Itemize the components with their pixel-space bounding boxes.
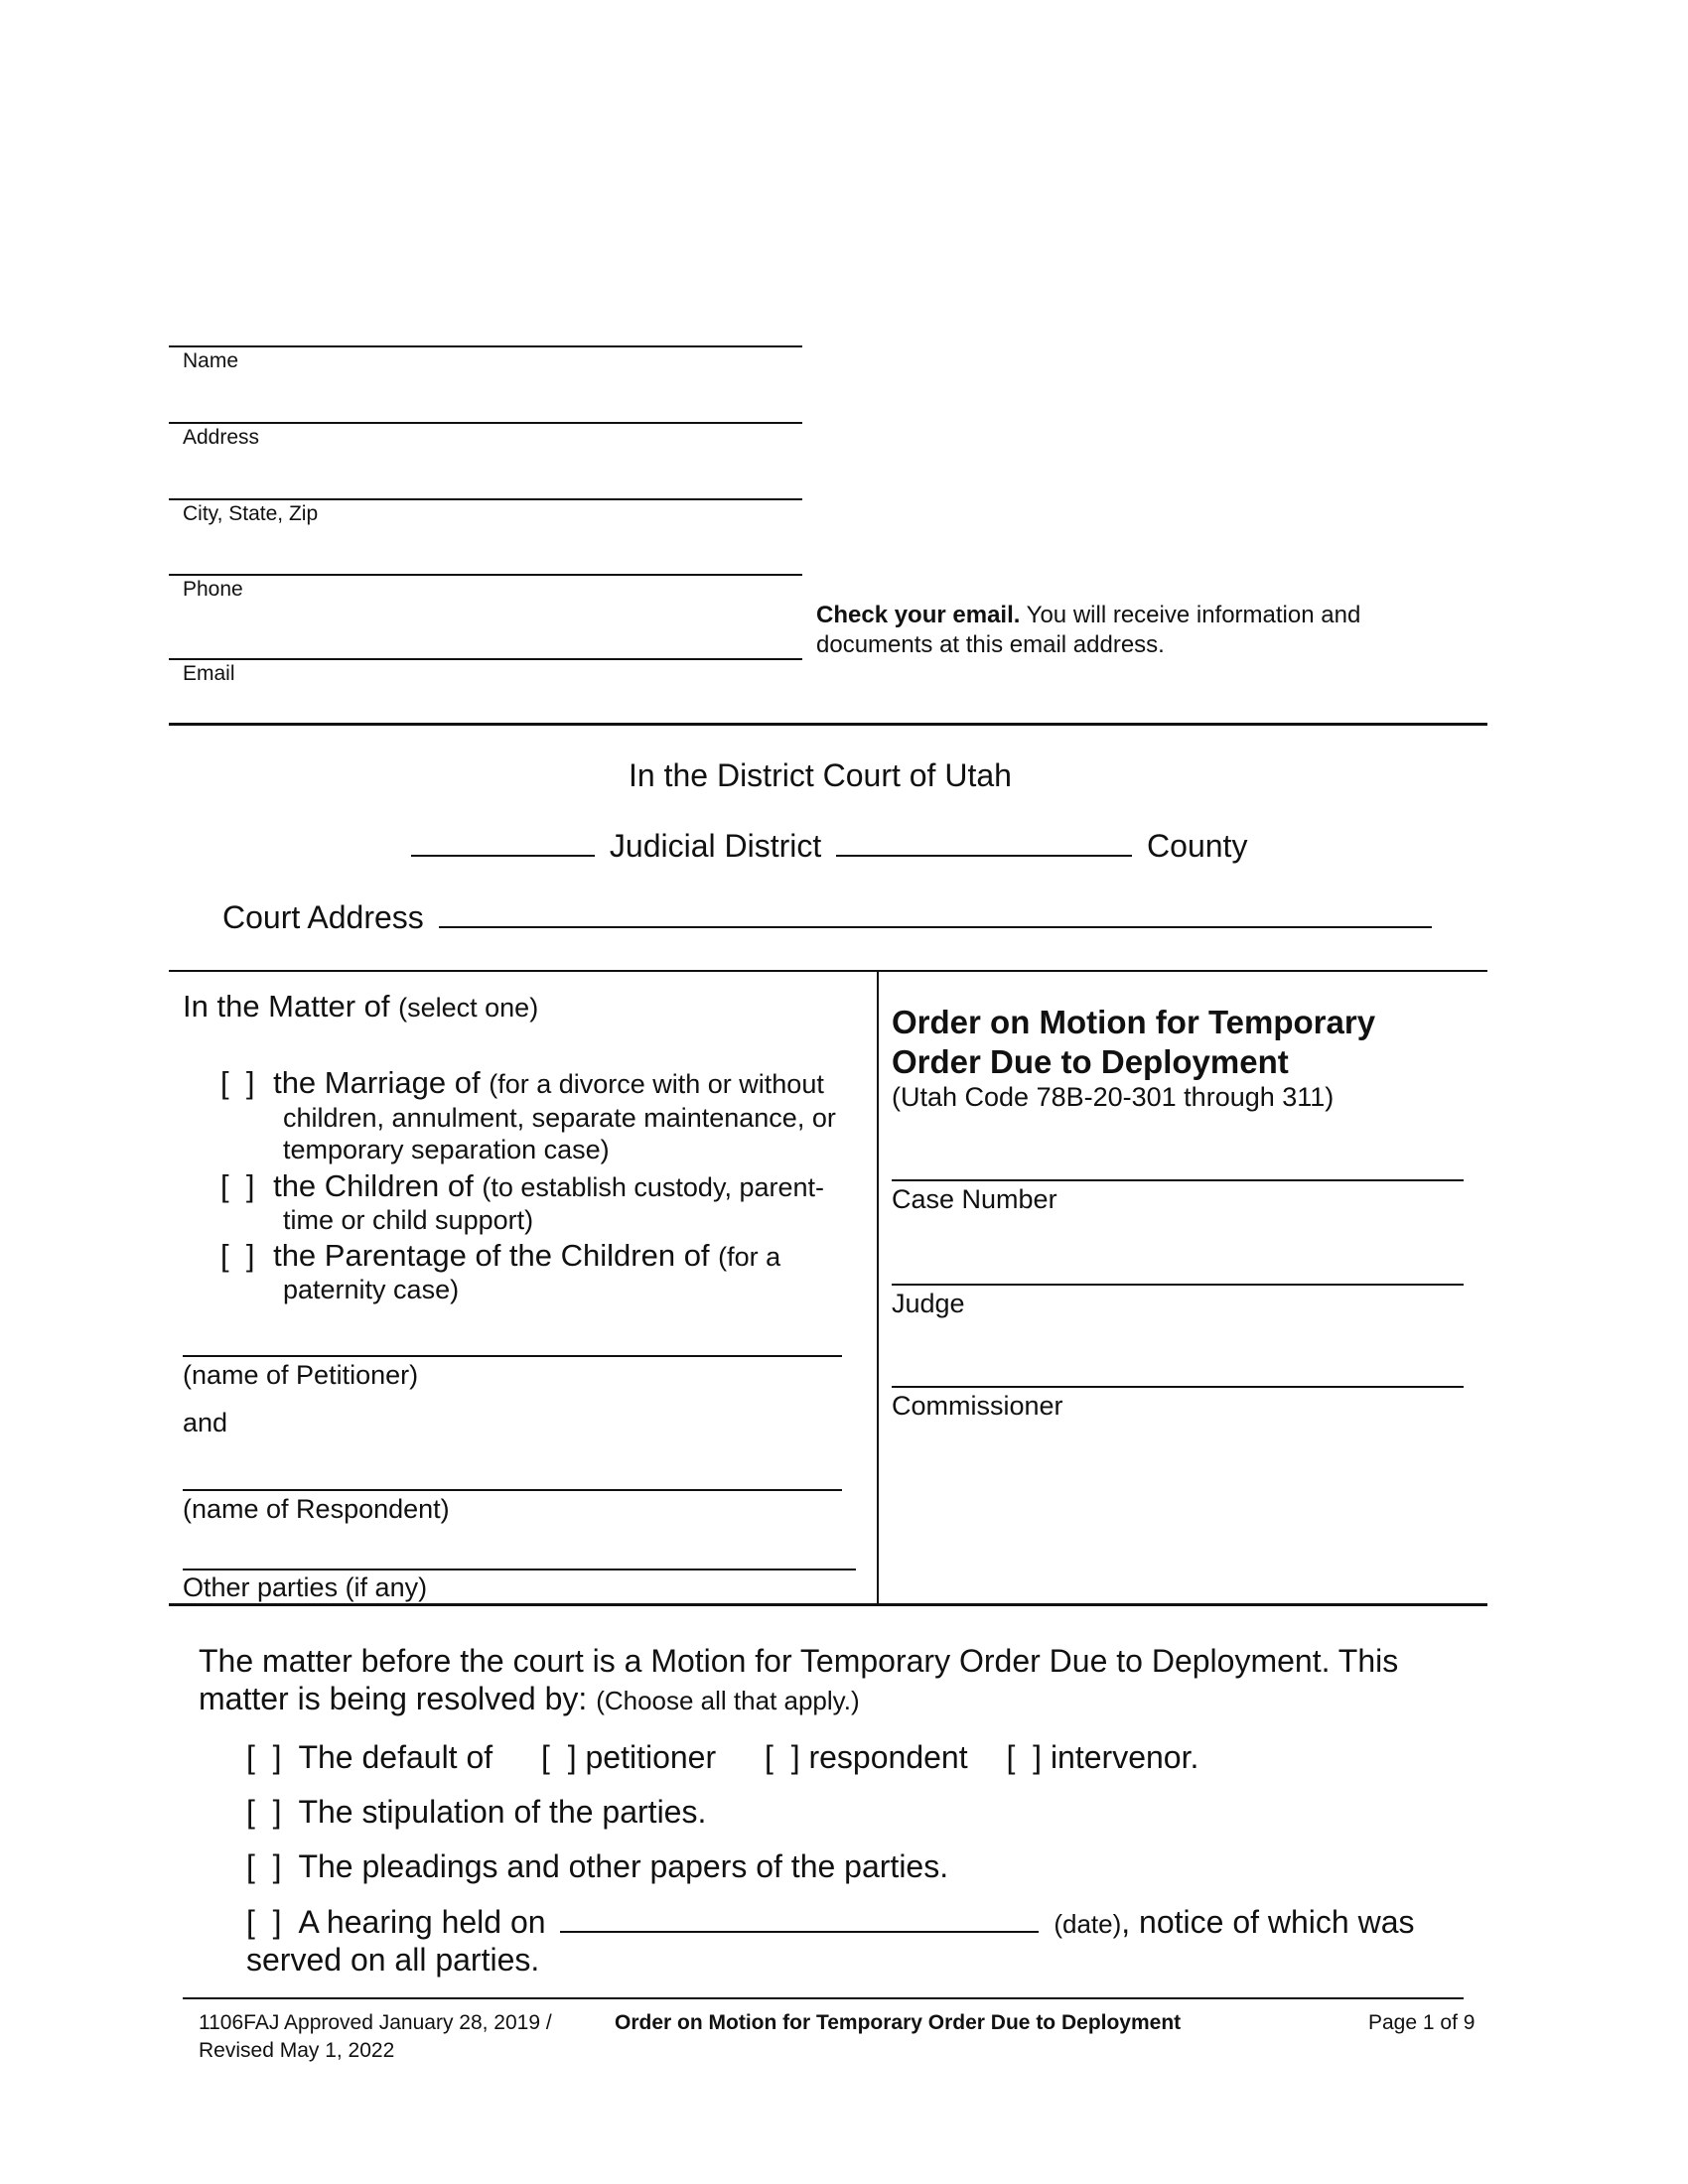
case-number-label: Case Number xyxy=(892,1184,1057,1214)
check-email-text: You will receive information and documents at this email address. xyxy=(816,602,1361,658)
respondent-line[interactable] xyxy=(183,1489,842,1491)
children-note: (to establish custody, parent- xyxy=(482,1172,824,1202)
petitioner-checkbox[interactable]: [ ] xyxy=(541,1739,577,1775)
email-line[interactable] xyxy=(169,658,802,660)
phone-line[interactable] xyxy=(169,574,802,576)
other-parties-line[interactable] xyxy=(183,1569,856,1570)
pleadings-checkbox[interactable]: [ ] xyxy=(246,1848,282,1884)
order-title-line1: Order on Motion for Temporary xyxy=(892,1004,1376,1040)
page-number: Page 1 of 9 xyxy=(1368,2011,1476,2034)
parentage-label: the Parentage of the Children of xyxy=(273,1238,710,1273)
footer-title-text: Order on Motion for Temporary Order Due to Deployment xyxy=(615,2011,1182,2034)
hearing-row xyxy=(246,1904,1415,1941)
default-checkbox[interactable]: [ ] xyxy=(246,1739,282,1775)
order-title-line2: Order Due to Deployment xyxy=(892,1043,1289,1080)
form-id-line2: Revised May 1, 2022 xyxy=(199,2039,395,2062)
hearing-date-note: (date) xyxy=(1054,1909,1122,1939)
intro-note: (Choose all that apply.) xyxy=(596,1686,860,1715)
matter-option-marriage[interactable] xyxy=(220,1066,824,1101)
name-line[interactable] xyxy=(169,345,802,347)
county-blank[interactable] xyxy=(836,829,1132,857)
city-state-zip-label: City, State, Zip xyxy=(183,502,319,525)
check-email-bold: Check your email. xyxy=(816,602,1021,628)
intro-line2 xyxy=(199,1680,860,1719)
default-label: The default of xyxy=(298,1739,493,1775)
hearing-date-blank[interactable] xyxy=(560,1905,1039,1933)
parentage-note-line2: paternity case) xyxy=(283,1275,460,1304)
footer-title xyxy=(615,2009,1181,2037)
utah-code-reference: (Utah Code 78B-20-301 through 311) xyxy=(892,1082,1335,1112)
judge-line[interactable] xyxy=(892,1284,1464,1286)
hearing-line2: served on all parties. xyxy=(246,1942,540,1978)
marriage-label: the Marriage of xyxy=(273,1065,481,1100)
city-state-zip-line[interactable] xyxy=(169,498,802,500)
pleadings-label: The pleadings and other papers of the parties. xyxy=(298,1848,949,1884)
children-checkbox[interactable]: [ ] xyxy=(220,1168,255,1203)
phone-label: Phone xyxy=(183,578,243,601)
name-label: Name xyxy=(183,349,239,372)
children-label: the Children of xyxy=(273,1168,474,1203)
petitioner-label: (name of Petitioner) xyxy=(183,1360,419,1390)
form-id-line1: 1106FAJ Approved January 28, 2019 / xyxy=(199,2011,552,2034)
pleadings-row xyxy=(246,1848,948,1885)
check-email-notice xyxy=(816,601,1412,660)
intervenor-checkbox[interactable]: [ ] xyxy=(1006,1739,1043,1775)
stipulation-checkbox[interactable]: [ ] xyxy=(246,1794,282,1830)
matter-heading xyxy=(183,989,538,1024)
default-row xyxy=(246,1739,1198,1776)
email-label: Email xyxy=(183,662,235,685)
hearing-label: A hearing held on xyxy=(298,1904,546,1940)
intro-line1: The matter before the court is a Motion for Temporary Order Due to Deployment. This xyxy=(199,1643,1399,1679)
judge-label: Judge xyxy=(892,1289,965,1318)
children-note-line2: time or child support) xyxy=(283,1205,534,1235)
matter-option-children[interactable] xyxy=(220,1169,824,1204)
judicial-district-label: Judicial District xyxy=(609,828,822,864)
respondent-checkbox[interactable]: [ ] xyxy=(765,1739,800,1775)
footer-divider xyxy=(183,1997,1464,1999)
marriage-note-line3: temporary separation case) xyxy=(283,1135,610,1164)
commissioner-label: Commissioner xyxy=(892,1391,1063,1421)
marriage-note-line2: children, annulment, separate maintenance, or xyxy=(283,1103,836,1133)
petitioner-option-label: petitioner xyxy=(585,1739,717,1775)
matter-heading-note: (select one) xyxy=(398,993,539,1023)
marriage-note: (for a divorce with or without xyxy=(489,1069,824,1099)
address-line[interactable] xyxy=(169,422,802,424)
stipulation-row xyxy=(246,1794,706,1831)
intervenor-option-label: intervenor. xyxy=(1050,1739,1199,1775)
other-parties-label: Other parties (if any) xyxy=(183,1572,428,1602)
court-address-blank[interactable] xyxy=(439,900,1432,928)
county-label: County xyxy=(1147,828,1248,864)
caption-bottom-border xyxy=(169,1603,1487,1606)
marriage-checkbox[interactable]: [ ] xyxy=(220,1065,255,1100)
hearing-after-text: , notice of which was xyxy=(1121,1904,1415,1940)
case-number-line[interactable] xyxy=(892,1179,1464,1181)
respondent-option-label: respondent xyxy=(808,1739,968,1775)
matter-option-parentage[interactable] xyxy=(220,1239,780,1274)
commissioner-line[interactable] xyxy=(892,1386,1464,1388)
caption-top-border xyxy=(169,970,1487,972)
court-address-label: Court Address xyxy=(222,899,424,935)
parentage-note: (for a xyxy=(718,1242,781,1272)
respondent-label: (name of Respondent) xyxy=(183,1494,450,1524)
court-title: In the District Court of Utah xyxy=(629,757,1012,793)
intro-line2-text: matter is being resolved by: xyxy=(199,1681,588,1716)
petitioner-line[interactable] xyxy=(183,1355,842,1357)
matter-heading-label: In the Matter of xyxy=(183,989,390,1024)
caption-vertical-divider xyxy=(877,970,879,1605)
judicial-district-blank[interactable] xyxy=(411,829,595,857)
parentage-checkbox[interactable]: [ ] xyxy=(220,1238,255,1273)
and-label: and xyxy=(183,1408,228,1437)
court-address-row xyxy=(222,899,1432,936)
hearing-checkbox[interactable]: [ ] xyxy=(246,1904,282,1940)
address-label: Address xyxy=(183,426,260,449)
header-divider xyxy=(169,723,1487,726)
stipulation-label: The stipulation of the parties. xyxy=(298,1794,707,1830)
judicial-district-row xyxy=(411,828,1247,865)
